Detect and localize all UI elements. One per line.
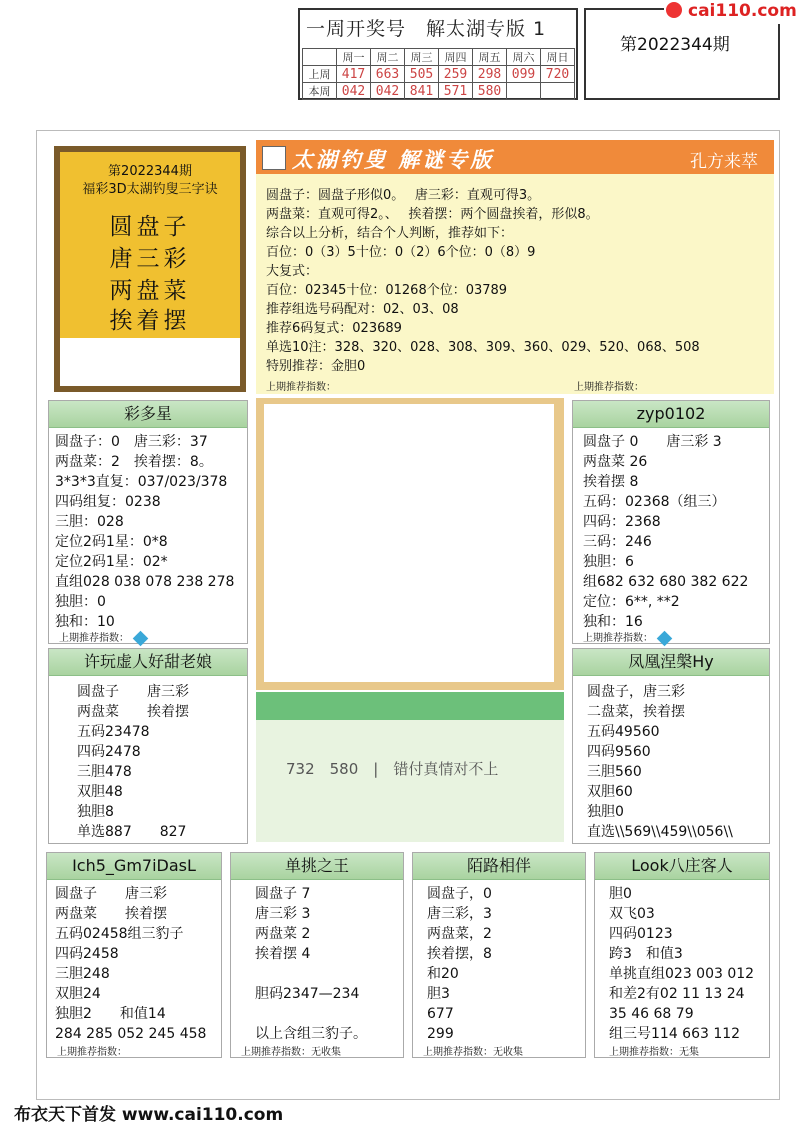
box-line: 圆盘子：0 唐三彩：37: [55, 434, 208, 450]
box-lines: [573, 676, 769, 842]
result-cell: [507, 83, 541, 100]
box-line: 唐三彩 3: [255, 906, 311, 922]
box-line: 组三号114 663 112: [609, 1026, 741, 1042]
box-line: 唐三彩，3: [427, 906, 492, 922]
box-line: 两盘菜 挨着摆: [77, 704, 189, 720]
analysis-line: 特别推荐：金胆0: [266, 359, 366, 374]
box-line: 双胆48: [77, 784, 123, 800]
box-line: 两盘菜 挨着摆: [55, 906, 167, 922]
box-index: 上期推荐指数：无集: [609, 1047, 699, 1058]
weekly-results-box: [298, 8, 578, 100]
box-line: 双胆24: [55, 986, 101, 1002]
analysis-line: 推荐组选号码配对：02、03、08: [266, 302, 459, 317]
box-title: Look八庄客人: [595, 853, 769, 880]
box-line: 二盘菜，挨着摆: [587, 704, 685, 720]
look-box: [594, 852, 770, 1058]
box-lines: [47, 880, 221, 1044]
result-cell: 099: [507, 66, 541, 83]
box-line: 三码：246: [583, 534, 652, 550]
analysis-line: 两盘菜：直观可得2。、 挨着摆：两个圆盘挨着，形似8。: [266, 207, 599, 222]
box-line: 挨着摆，8: [427, 946, 492, 962]
scroll-icon: [262, 146, 286, 170]
box-line: 独和：16: [583, 614, 643, 630]
box-index: 上期推荐指数：无收集: [241, 1047, 341, 1058]
box-line: 四码9560: [587, 744, 651, 760]
analysis-line: 圆盘子：圆盘子形似0。 唐三彩：直观可得3。: [266, 188, 541, 203]
index-label: 上期推荐指数：: [574, 382, 644, 393]
poster-word: 挨着摆: [109, 308, 191, 334]
molu-box: [412, 852, 586, 1058]
xuwan-box: [48, 648, 248, 844]
result-cell: 298: [473, 66, 507, 83]
box-line: 定位2码1星：0*8: [55, 534, 168, 550]
result-cell: 417: [337, 66, 371, 83]
box-line: 圆盘子 7: [255, 886, 311, 902]
result-cell: 042: [337, 83, 371, 100]
result-cell: [541, 83, 575, 100]
box-line: 圆盘子 唐三彩: [55, 886, 167, 902]
poster-gold-area: [60, 152, 240, 338]
box-line: 和差2有02 11 13 24: [609, 986, 745, 1002]
box-line: [255, 1004, 403, 1024]
row-label: 本周: [303, 83, 337, 100]
ich5-box: [46, 852, 222, 1058]
analysis-author: 孔方来萃: [690, 152, 758, 172]
box-line: 五码02458组三豹子: [55, 926, 184, 942]
box-line: 独胆：0: [55, 594, 106, 610]
box-index: [59, 629, 146, 644]
box-line: 定位2码1星：02*: [55, 554, 168, 570]
result-cell: 571: [439, 83, 473, 100]
box-line: 四码2458: [55, 946, 119, 962]
box-line: 双胆60: [587, 784, 633, 800]
box-index: 上期推荐指数：无收集: [423, 1047, 523, 1058]
box-index: 上期推荐指数：: [57, 1047, 127, 1058]
box-line: 三胆560: [587, 764, 642, 780]
box-line: 组682 632 680 382 622: [583, 574, 749, 590]
box-line: 独胆0: [587, 804, 624, 820]
analysis-line: 综合以上分析，结合个人判断，推荐如下：: [266, 226, 514, 241]
box-lines: [49, 428, 247, 632]
diamond-icon: [133, 630, 149, 646]
result-cell: 841: [405, 83, 439, 100]
box-lines: [573, 428, 769, 632]
dantiao-box: [230, 852, 404, 1058]
poster-subtitle: 福彩3D太湖钓叟三字诀: [82, 182, 218, 197]
day-header: 周六: [507, 49, 541, 66]
box-index-label: 上期推荐指数：: [583, 633, 653, 644]
box-line: 三胆478: [77, 764, 132, 780]
analysis-header: [256, 140, 774, 174]
result-cell: 663: [371, 66, 405, 83]
box-line: 四码0123: [609, 926, 673, 942]
center-blank: [264, 404, 554, 682]
poster-word: 唐三彩: [109, 246, 191, 272]
box-line: 单选887 827: [77, 824, 187, 840]
box-line: 独胆8: [77, 804, 114, 820]
box-line: 独和：10: [55, 614, 115, 630]
box-line: 三胆：028: [55, 514, 124, 530]
box-line: 284 285 052 245 458: [55, 1026, 207, 1042]
logo-circle-icon: [666, 2, 682, 18]
box-line: 挨着摆 8: [583, 474, 639, 490]
analysis-text: [266, 186, 766, 376]
box-line: 定位：6**, **2: [583, 594, 680, 610]
box-line: 圆盘子 0 唐三彩 3: [583, 434, 722, 450]
box-index-label: 上期推荐指数：: [59, 633, 129, 644]
box-line: 圆盘子，唐三彩: [587, 684, 685, 700]
result-cell: 580: [473, 83, 507, 100]
issue-number: 第2022344期: [620, 35, 730, 55]
box-lines: [231, 880, 403, 1044]
box-line: 直组028 038 078 238 278: [55, 574, 235, 590]
day-header: 周三: [405, 49, 439, 66]
caiduoxing-box: [48, 400, 248, 644]
result-cell: 042: [371, 83, 405, 100]
box-title: 许玩虚人好甜老娘: [49, 649, 247, 676]
fenghuang-box: [572, 648, 770, 844]
poster-blank: [60, 338, 240, 386]
box-line: 独胆：6: [583, 554, 634, 570]
box-line: 五码49560: [587, 724, 660, 740]
box-line: 圆盘子 唐三彩: [77, 684, 189, 700]
analysis-title: 太湖钓叟 解谜专版: [292, 148, 495, 172]
analysis-line: 推荐6码复式：023689: [266, 321, 402, 336]
box-line: 圆盘子，0: [427, 886, 492, 902]
box-line: 直选\\569\\459\\056\\: [587, 824, 733, 840]
analysis-line: 百位：0（3）5十位：0（2）6个位：0（8）9: [266, 245, 536, 260]
day-header: 周一: [337, 49, 371, 66]
box-line: 三胆248: [55, 966, 110, 982]
box-title: 凤凰涅槃Hy: [573, 649, 769, 676]
box-line: 两盘菜：2 挨着摆：8。: [55, 454, 213, 470]
header-title: 一周开奖号 解太湖专版 1: [306, 18, 547, 40]
box-line: 胆0: [609, 886, 632, 902]
box-line: 两盘菜，2: [427, 926, 492, 942]
result-cell: 720: [541, 66, 575, 83]
box-line: 单挑直组023 003 012: [609, 966, 755, 982]
box-line: 35 46 68 79: [609, 1006, 694, 1022]
result-cell: 505: [405, 66, 439, 83]
box-line: 四码组复：0238: [55, 494, 161, 510]
zyp-box: [572, 400, 770, 644]
day-header: 周四: [439, 49, 473, 66]
center-green-bar: [256, 692, 564, 720]
box-line: 五码：02368（组三）: [583, 494, 726, 510]
poster: [54, 146, 246, 392]
box-line: 和20: [427, 966, 459, 982]
box-lines: [413, 880, 585, 1044]
analysis-line: 单选10注：328、320、028、308、309、360、029、520、068、508: [266, 340, 700, 355]
box-index: [583, 629, 670, 644]
box-line: 挨着摆 4: [255, 946, 311, 962]
box-line: 两盘菜 2: [255, 926, 311, 942]
box-lines: [595, 880, 769, 1044]
box-title: Ich5_Gm7iDasL: [47, 853, 221, 880]
day-header: 周二: [371, 49, 405, 66]
box-line: 两盘菜 26: [583, 454, 648, 470]
box-line: 独胆2 和值14: [55, 1006, 166, 1022]
box-line: 四码：2368: [583, 514, 661, 530]
box-lines: [49, 676, 247, 842]
box-line: 299: [427, 1026, 454, 1042]
box-line: [255, 964, 403, 984]
box-line: 双飞03: [609, 906, 655, 922]
diamond-icon: [657, 630, 673, 646]
footer-text: 布衣天下首发 www.cai110.com: [14, 1105, 284, 1125]
results-table: [302, 48, 575, 100]
center-frame: [256, 398, 564, 690]
box-line: 胆3: [427, 986, 450, 1002]
box-title: zyp0102: [573, 401, 769, 428]
box-line: 胆码2347—234: [255, 986, 360, 1002]
center-panel: [256, 720, 564, 842]
site-logo[interactable]: [664, 0, 800, 24]
box-line: 五码23478: [77, 724, 150, 740]
center-text: 732 580 | 错付真情对不上: [286, 760, 499, 778]
day-header: 周五: [473, 49, 507, 66]
poster-word: 圆盘子: [109, 214, 191, 240]
result-cell: 259: [439, 66, 473, 83]
index-label: 上期推荐指数：: [266, 382, 336, 393]
poster-issue: 第2022344期: [108, 164, 192, 179]
box-title: 陌路相伴: [413, 853, 585, 880]
box-line: 跨3 和值3: [609, 946, 683, 962]
analysis-line: 百位：02345十位：01268个位：03789: [266, 283, 508, 298]
box-line: 3*3*3直复：037/023/378: [55, 474, 228, 490]
box-title: 单挑之王: [231, 853, 403, 880]
row-label: 上周: [303, 66, 337, 83]
poster-word: 两盘菜: [109, 278, 191, 304]
table-corner: [303, 49, 337, 66]
day-header: 周日: [541, 49, 575, 66]
box-line: 四码2478: [77, 744, 141, 760]
box-title: 彩多星: [49, 401, 247, 428]
box-line: 以上含组三豹子。: [255, 1026, 367, 1042]
logo-text: cai110.com: [688, 1, 797, 21]
box-line: 677: [427, 1006, 454, 1022]
analysis-line: 大复式：: [266, 264, 319, 279]
